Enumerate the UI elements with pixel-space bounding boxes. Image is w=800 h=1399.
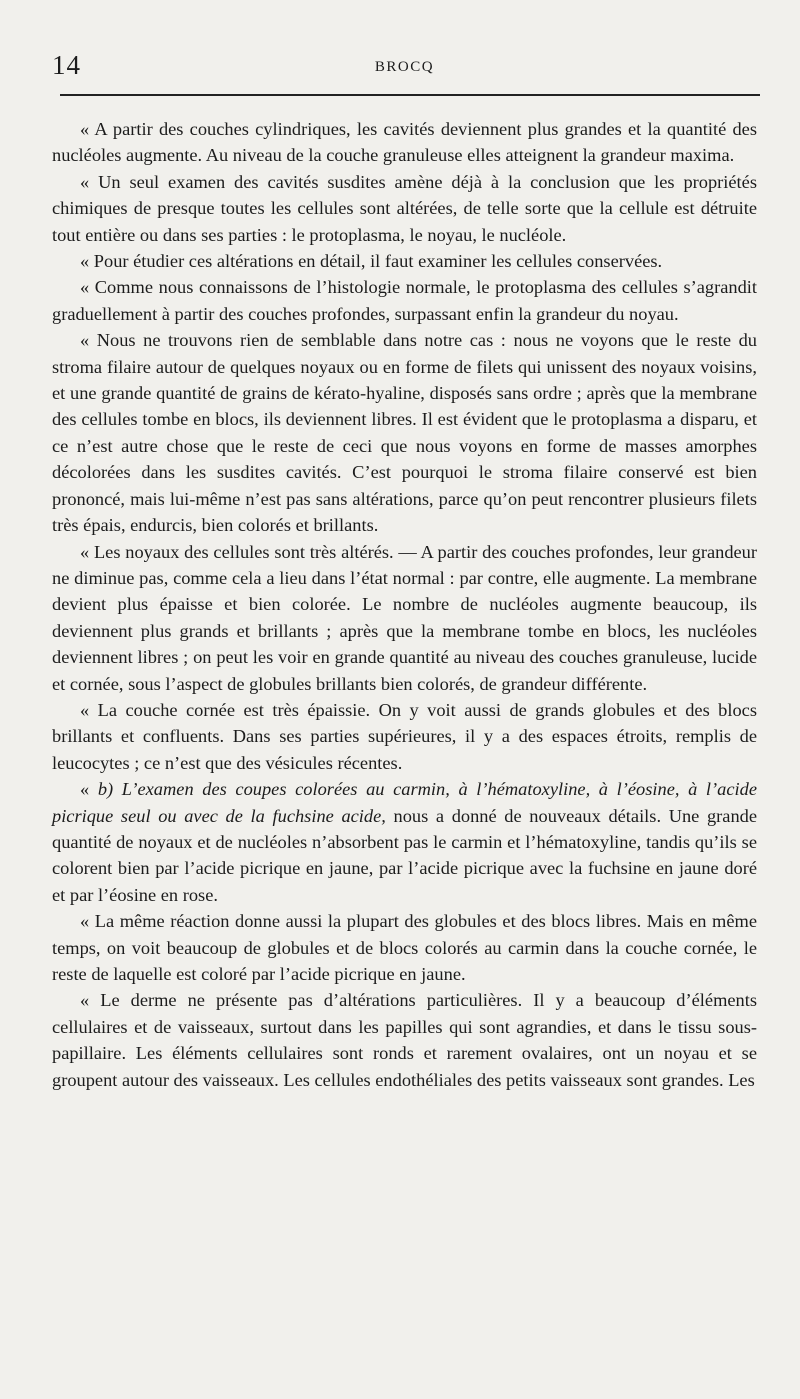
header-rule <box>60 94 760 96</box>
page-number: 14 <box>52 50 81 80</box>
paragraph: « La couche cornée est très épaissie. On y voit aussi de grands globules et des blocs brillants et confluents. Dans ses parties supérieures, il y a des espaces étroits, remplis de leucocytes ; ce n’est que des vésicules récentes. <box>52 699 757 773</box>
running-head: BROCQ <box>374 59 435 75</box>
paragraph: « Un seul examen des cavités susdites amène déjà à la conclusion que les propriétés chimiques de presque toutes les cellules sont altérées, de telle sorte que la cellule est détruite tout entière ou dans ses parties : le protoplasma, le noyau, le nucléole. <box>52 171 757 245</box>
paragraph: « La même réaction donne aussi la plupart des globules et des blocs libres. Mais en même temps, on voit beaucoup de globules et de blocs colorés au carmin dans la couche cornée, le reste de laquelle est coloré par l’acide picrique en jaune. <box>52 911 757 984</box>
paragraph: « Nous ne trouvons rien de semblable dans notre cas : nous ne voyons que le reste du stroma filaire autour de quelques noyaux ou en forme de filets qui unissent des noyaux voisins, et une grande quantité de grains de kérato-hyaline, disposés sans ordre ; après que la membrane des cellules tombe en blocs, ils deviennent libres. Il est évident que le protoplasma a disparu, et ce n’est autre chose que le reste de ceci que nous voyons en forme de masses amorphes décolorées dans les susdites cavités. C’est pourquoi le stroma filaire conservé est bien prononcé, mais lui-même n’est pas sans altérations, parce qu’on peut rencontrer plusieurs filets très épais, endurcis, bien colorés et brillants. <box>52 330 757 536</box>
paragraph: « Comme nous connaissons de l’histologie normale, le protoplasma des cellules s’agrandit graduellement à partir des couches profondes, surpassant enfin la grandeur du noyau. <box>52 277 757 324</box>
page-header <box>52 0 757 96</box>
paragraph: « Le derme ne présente pas d’altérations particulières. Il y a beaucoup d’éléments cellulaires et de vaisseaux, surtout dans les papilles qui sont agrandies, et dans le tissu sous-papillaire. Les éléments cellulaires sont ronds et rarement ovalaires, ont un noyau et se groupent autour des vaisseaux. Les cellules endothéliales des petits vaisseaux sont grandes. Les <box>52 990 757 1090</box>
body-text <box>52 96 757 1093</box>
paragraph: « b) L’examen des coupes colorées au carmin, à l’hématoxyline, à l’éosine, à l’acide picrique seul ou avec de la fuchsine acide, nous a donné de nouveaux détails. Une grande quantité de noyaux et de nucléoles n’absorbent pas le carmin et l’hématoxyline, tandis qu’ils se colorent bien par l’acide picrique en jaune, par l’acide picrique avec la fuchsine en jaune doré et par l’éosine en rose. <box>52 779 758 905</box>
paragraph: « Les noyaux des cellules sont très altérés. — A partir des couches profondes, leur grandeur ne diminue pas, comme cela a lieu dans l’état normal : par contre, elle augmente. La membrane devient plus épaisse et bien colorée. Le nombre de nucléoles augmente beaucoup, ils deviennent plus grands et brillants ; après que la membrane tombe en blocs, les nucléoles deviennent libres ; on peut les voir en grande quantité au niveau des couches granuleuse, lucide et cornée, sous l’aspect de globules brillants bien colorés, de grandeur différente. <box>52 541 757 694</box>
italic-heading: b) L’examen des coupes colorées au carmin, à l’hématoxyline, à l’éosine, à l’acide picrique seul ou avec de la fuchsine acide, <box>52 779 757 826</box>
paragraph: « Pour étudier ces altérations en détail, il faut examiner les cellules conservées. <box>80 251 663 272</box>
paragraph: « A partir des couches cylindriques, les cavités deviennent plus grandes et la quantité des nucléoles augmente. Au niveau de la couche granuleuse elles atteignent la grandeur maxima. <box>52 119 757 166</box>
